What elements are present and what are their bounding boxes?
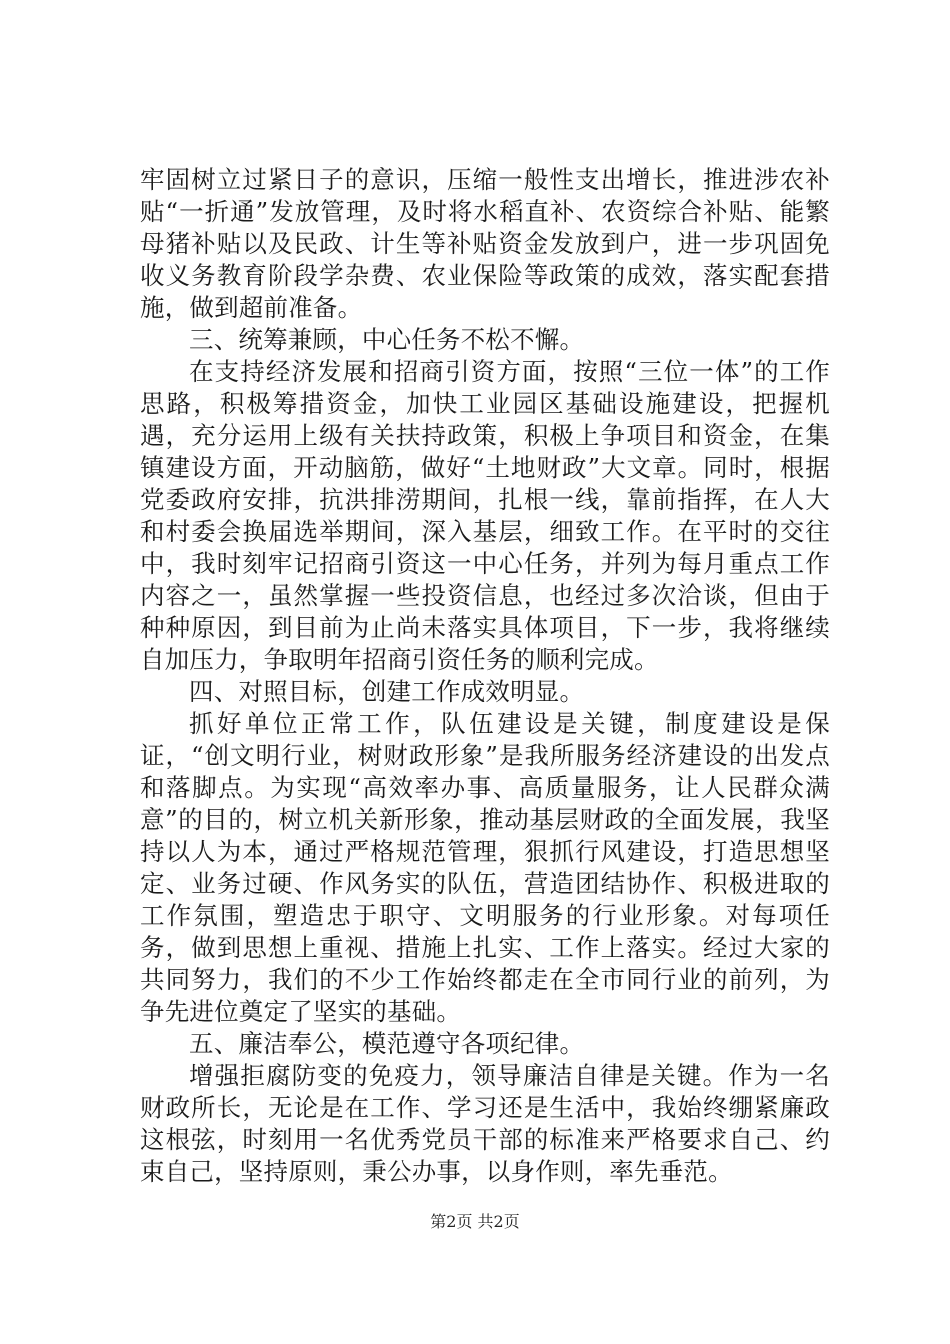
paragraph-team-building: 抓好单位正常工作，队伍建设是关键，制度建设是保证，“创文明行业，树财政形象”是我所服务经济建设的出发点和落脚点。为实现“高效率办事、高质量服务，让人民群众满意”的目的，树立机关新形象，推动基层财政的全面发展，我坚持以人为本，通过严格规范管理，狠抓行风建设，打造思想坚定、业务过硬、作风务实的队伍，营造团结协作、积极进取的工作氛围，塑造忠于职守、文明服务的行业形象。对每项任务，做到思想上重视、措施上扎实、工作上落实。经过大家的共同努力，我们的不少工作始终都走在全市同行业的前列，为争先进位奠定了坚实的基础。	[140, 709, 830, 1026]
page-footer: 第2页 共2页	[430, 1212, 520, 1231]
document-body	[140, 164, 830, 1188]
paragraph-investment: 在支持经济发展和招商引资方面，按照“三位一体”的工作思路，积极筹措资金，加快工业园区基础设施建设，把握机遇，充分运用上级有关扶持政策，积极上争项目和资金，在集镇建设方面，开动脑筋，做好“土地财政”大文章。同时，根据党委政府安排，抗洪排涝期间，扎根一线，靠前指挥，在人大和村委会换届选举期间，深入基层，细致工作。在平时的交往中，我时刻牢记招商引资这一中心任务，并列为每月重点工作内容之一，虽然掌握一些投资信息，也经过多次洽谈，但由于种种原因，到目前为止尚未落实具体项目，下一步，我将继续自加压力，争取明年招商引资任务的顺利完成。	[140, 357, 830, 674]
section-heading-5: 五、廉洁奉公，模范遵守各项纪律。	[189, 1029, 585, 1058]
paragraph-continued: 牢固树立过紧日子的意识，压缩一般性支出增长，推进涉农补贴“一折通”发放管理，及时将水稻直补、农资综合补贴、能繁母猪补贴以及民政、计生等补贴资金发放到户，进一步巩固免收义务教育阶段学杂费、农业保险等政策的成效，落实配套措施，做到超前准备。	[140, 165, 830, 322]
section-heading-4: 四、对照目标，创建工作成效明显。	[189, 677, 585, 706]
paragraph-integrity: 增强拒腐防变的免疫力，领导廉洁自律是关键。作为一名财政所长，无论是在工作、学习还是生活中，我始终绷紧廉政这根弦，时刻用一名优秀党员干部的标准来严格要求自己、约束自己，坚持原则，秉公办事，以身作则，率先垂范。	[140, 1061, 830, 1186]
section-heading-3: 三、统筹兼顾，中心任务不松不懈。	[189, 325, 585, 354]
